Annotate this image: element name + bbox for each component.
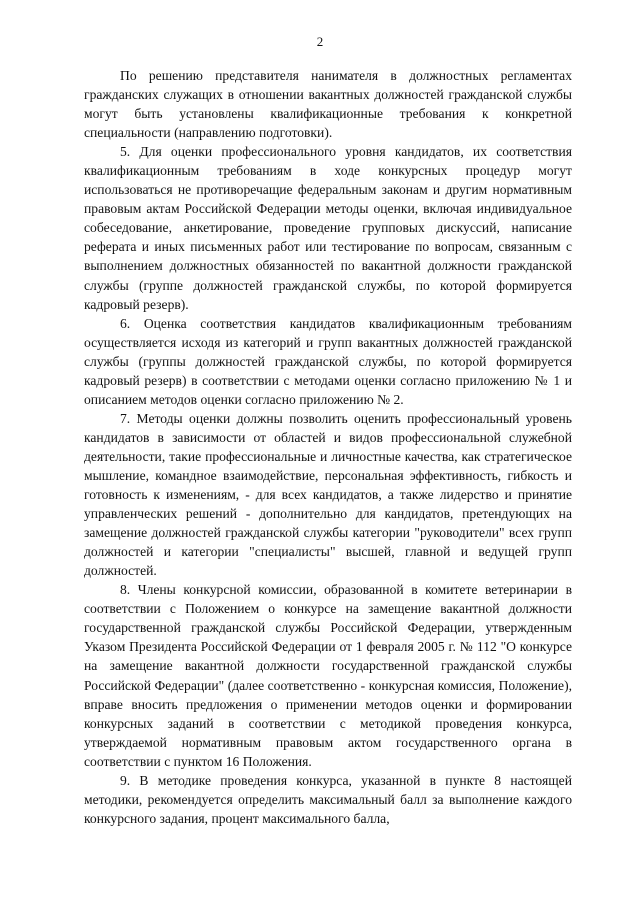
document-body (84, 66, 572, 828)
paragraph-item-8: 8. Члены конкурсной комиссии, образованной в комитете ветеринарии в соответствии с Положением о конкурсе на замещение вакантной должности государственной гражданской службы Российской Федерации, утвержденным Указом Президента Российской Федерации от 1 февраля 2005 г. № 112 "О конкурсе на замещение вакантной должности государственной гражданской службы Российской Федерации" (далее соответственно - конкурсная комиссия, Положение), вправе вносить предложения о применении методов оценки и формировании конкурсных заданий в соответствии с методикой проведения конкурса, утверждаемой нормативным правовым актом государственного органа в соответствии с пунктом 16 Положения. (84, 582, 572, 769)
paragraph-item-5: 5. Для оценки профессионального уровня кандидатов, их соответствия квалификационным требованиям в ходе конкурсных процедур могут использоваться не противоречащие федеральным законам и другим нормативным правовым актам Российской Федерации методы оценки, включая индивидуальное собеседование, анкетирование, проведение групповых дискуссий, написание реферата и иных письменных работ или тестирование по вопросам, связанным с выполнением должностных обязанностей по вакантной должности гражданской службы (группе должностей гражданской службы, по которой формируется кадровый резерв). (84, 144, 572, 312)
page-number: 2 (316, 34, 324, 49)
paragraph-item-9: 9. В методике проведения конкурса, указанной в пункте 8 настоящей методики, рекомендуется определить максимальный балл за выполнение каждого конкурсного задания, процент максимального балла, (84, 772, 572, 826)
paragraph-qualification-requirements: По решению представителя нанимателя в должностных регламентах гражданских служащих в отношении вакантных должностей гражданской службы могут быть установлены квалификационные требования к конкретной специальности (направлению подготовки). (84, 68, 572, 141)
paragraph-item-6: 6. Оценка соответствия кандидатов квалификационным требованиям осуществляется исходя из категорий и групп вакантных должностей гражданской службы (группы должностей гражданской службы, по которой формируется кадровый резерв) в соответствии с методами оценки согласно приложению № 1 и описанием методов оценки согласно приложению № 2. (84, 315, 572, 407)
paragraph-item-7: 7. Методы оценки должны позволить оценить профессиональный уровень кандидатов в зависимости от областей и видов профессиональной служебной деятельности, такие профессиональные и личностные качества, как стратегическое мышление, командное взаимодействие, персональная эффективность, гибкость и готовность к изменениям, - для всех кандидатов, а также лидерство и принятие управленческих решений - дополнительно для кандидатов, претендующих на замещение должностей гражданской службы категории "руководители" всех групп должностей и категории "специалисты" высшей, главной и ведущей групп должностей. (84, 410, 572, 579)
